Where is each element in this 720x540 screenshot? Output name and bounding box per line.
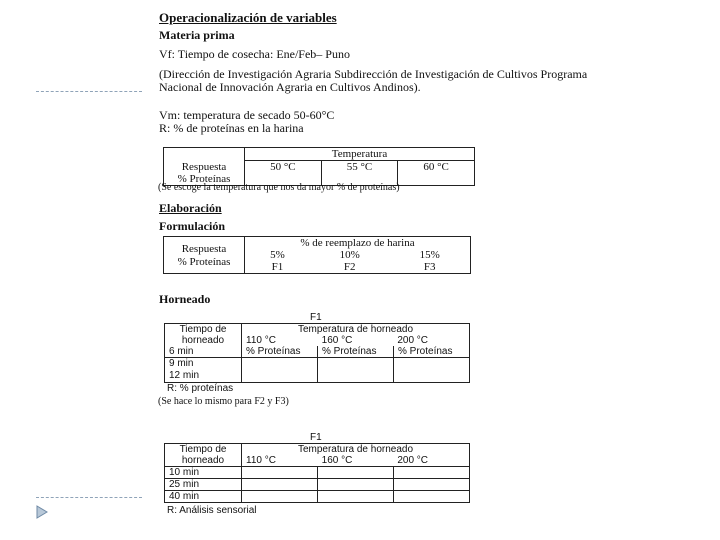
table3-row-3-label: 12 min: [169, 370, 200, 381]
table3-note: (Se hace lo mismo para F2 y F3): [158, 396, 289, 407]
table3-cell-a: [242, 358, 318, 383]
table4-rowhead: [165, 444, 242, 467]
table4-row-2-label: 25 min: [165, 479, 242, 491]
nav-arrow-icon[interactable]: [36, 505, 48, 519]
table3-temp-2: 160 °C: [321, 335, 353, 346]
table1-col-3: 60 °C: [398, 161, 475, 186]
table4-r1c3: [393, 467, 469, 479]
table4-temp-2: 160 °C: [321, 455, 353, 466]
table-horneado-proteinas: [164, 323, 470, 383]
table4-row-3-label: 40 min: [165, 491, 242, 503]
materia-title: Materia prima: [159, 28, 235, 42]
table3-rowhead-1: Tiempo de: [179, 324, 227, 335]
table1-note: (Se escoge la temperatura que nos da mayor % de proteínas): [158, 182, 400, 193]
table1-header: Temperatura: [245, 148, 475, 161]
table2-header: % de reemplazo de harina: [245, 237, 471, 251]
horneado-title: Horneado: [159, 292, 211, 306]
table4-r3c2: [317, 491, 393, 503]
table3-rows-block: [165, 358, 242, 383]
table3-temp-3: 200 °C: [397, 335, 429, 346]
table2-code-3: F3: [389, 261, 470, 274]
table4-header: Temperatura de horneado: [297, 444, 414, 455]
table3-temp-1: 110 °C: [246, 335, 276, 346]
table3-row-2-label: 9 min: [169, 358, 194, 369]
dashed-rule-bottom: [36, 497, 142, 498]
table4-temp-3: 200 °C: [397, 455, 429, 466]
table3-cell-b: [318, 358, 394, 383]
table-horneado-sensorial: [164, 443, 470, 503]
elaboracion-title: Elaboración: [159, 201, 222, 215]
table4-caption: F1: [310, 432, 322, 443]
table2-row-label: [164, 237, 245, 274]
table3-header: Temperatura de horneado: [297, 324, 414, 335]
table2-code-1: F1: [245, 261, 310, 274]
dashed-rule-top: [36, 91, 142, 92]
table2-label-2: % Proteínas: [177, 256, 231, 268]
table-formulacion: [163, 236, 471, 274]
table1-col-2: 55 °C: [321, 161, 398, 186]
page-title: Operacionalización de variables: [159, 10, 337, 25]
table3-header-block: [242, 324, 470, 347]
table3-rowhead: [165, 324, 242, 347]
table1-col-1: 50 °C: [245, 161, 322, 186]
table4-r1c1: [242, 467, 318, 479]
table3-row-1-label: 6 min: [165, 346, 242, 358]
formulacion-title: Formulación: [159, 219, 225, 233]
source-line-1: (Dirección de Investigación Agraria Subdirección de Investigación de Cultivos Programa: [159, 67, 588, 81]
table4-r1c2: [317, 467, 393, 479]
table3-sub-1: % Proteínas: [242, 346, 318, 358]
table2-pct-2: 10%: [339, 249, 360, 261]
table4-r: R: Análisis sensorial: [167, 505, 257, 516]
table4-r2c3: [393, 479, 469, 491]
table4-row-1-label: 10 min: [165, 467, 242, 479]
table4-r3c3: [393, 491, 469, 503]
table4-rowhead-2: horneado: [181, 455, 225, 466]
table4-r2c1: [242, 479, 318, 491]
table2-pct-3: 15%: [389, 250, 470, 261]
vf-line: Vf: Tiempo de cosecha: Ene/Feb– Puno: [159, 47, 350, 61]
table3-r: R: % proteínas: [167, 383, 234, 394]
table3-sub-3: % Proteínas: [394, 346, 470, 358]
table2-label-1: Respuesta: [181, 243, 227, 255]
vm-line: Vm: temperatura de secado 50-60°C: [159, 108, 335, 122]
r-line: R: % de proteínas en la harina: [159, 121, 304, 135]
table4-temps-row: [242, 455, 469, 466]
table2-code-2: F2: [310, 261, 390, 274]
table4-r2c2: [317, 479, 393, 491]
table3-cell-c: [394, 358, 470, 383]
table4-r3c1: [242, 491, 318, 503]
table4-header-block: [242, 444, 470, 467]
table4-rowhead-1: Tiempo de: [179, 444, 227, 455]
table3-temps-row: [242, 335, 469, 346]
table3-sub-2: % Proteínas: [318, 346, 394, 358]
table-temperature: [163, 147, 475, 186]
table2-pct-1: 5%: [245, 250, 310, 261]
source-line-2: Nacional de Innovación Agraria en Cultivos Andinos).: [159, 80, 421, 94]
table3-caption: F1: [310, 312, 322, 323]
table3-rowhead-2: horneado: [181, 335, 225, 346]
table1-label-2: % Proteínas: [177, 172, 231, 185]
table4-temp-1: 110 °C: [246, 455, 276, 466]
table1-label-1: Respuesta: [181, 160, 227, 173]
